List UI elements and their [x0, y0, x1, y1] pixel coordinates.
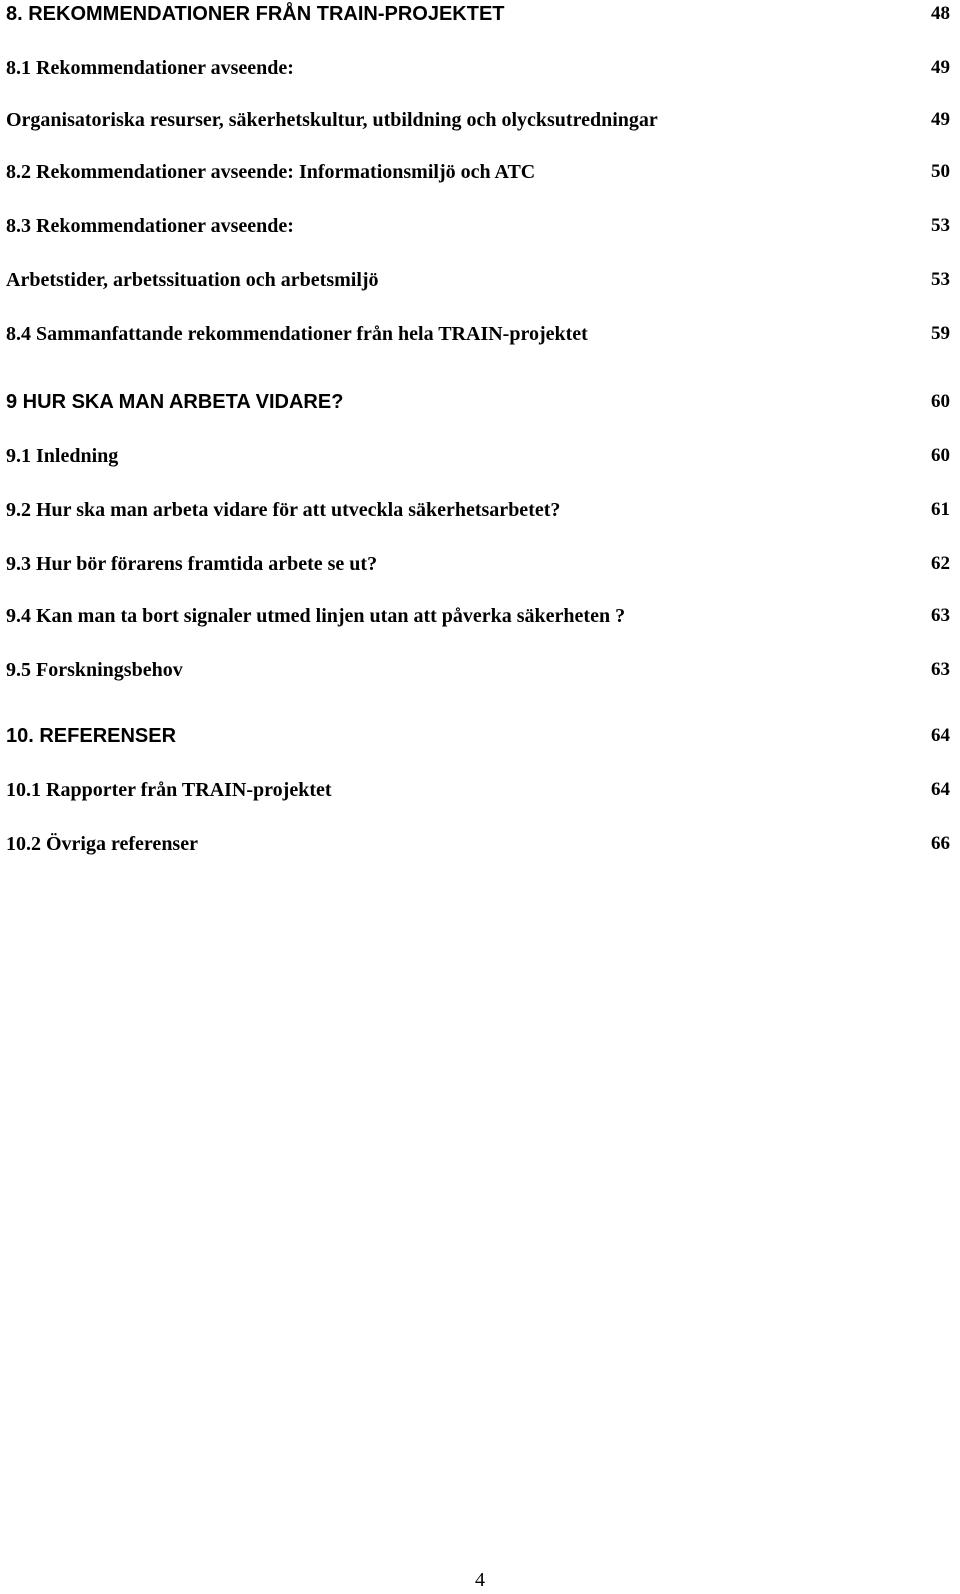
toc-entry-10-2[interactable]: [6, 830, 950, 858]
toc-entry-chapter-8[interactable]: [6, 0, 950, 28]
toc-entry-8-1-continued[interactable]: [6, 106, 950, 134]
toc-entry-page: 49: [931, 57, 950, 78]
toc-entry-page: 62: [931, 553, 950, 574]
toc-entry-title: 9.3 Hur bör förarens framtida arbete se ut?: [6, 553, 378, 575]
toc-entry-page: 49: [931, 109, 950, 130]
toc-entry-page: 64: [931, 725, 950, 746]
toc-entry-page: 60: [931, 445, 950, 466]
toc-entry-title: 10. REFERENSER: [6, 725, 177, 747]
toc-entry-title: 9.2 Hur ska man arbeta vidare för att utveckla säkerhetsarbetet?: [6, 499, 561, 521]
toc-entry-title: 10.2 Övriga referenser: [6, 833, 198, 855]
toc-entry-8-4[interactable]: [6, 320, 950, 348]
toc-entry-9-2[interactable]: [6, 496, 950, 524]
toc-entry-title: 9.5 Forskningsbehov: [6, 659, 183, 681]
toc-entry-8-3[interactable]: [6, 212, 950, 240]
toc-entry-page: 63: [931, 605, 950, 626]
toc-entry-10-1[interactable]: [6, 776, 950, 804]
toc-entry-title: 8.2 Rekommendationer avseende: Informationsmiljö och ATC: [6, 161, 536, 183]
toc-entry-chapter-10[interactable]: [6, 722, 950, 750]
toc-entry-title: 8. REKOMMENDATIONER FRÅN TRAIN-PROJEKTET: [6, 3, 505, 25]
toc-entry-page: 53: [931, 269, 950, 290]
toc-entry-8-2[interactable]: [6, 158, 950, 186]
toc-entry-page: 61: [931, 499, 950, 520]
toc-entry-title: Organisatoriska resurser, säkerhetskultur, utbildning och olycksutredningar: [6, 109, 658, 131]
page-number: 4: [475, 1569, 485, 1591]
toc-entry-title: 8.3 Rekommendationer avseende:: [6, 215, 294, 237]
toc-entry-9-5[interactable]: [6, 656, 950, 684]
toc-entry-page: 63: [931, 659, 950, 680]
toc-entry-page: 66: [931, 833, 950, 854]
toc-entry-title: 8.4 Sammanfattande rekommendationer från hela TRAIN-projektet: [6, 323, 588, 345]
toc-entry-page: 60: [931, 391, 950, 412]
toc-entry-chapter-9[interactable]: [6, 388, 950, 416]
toc-entry-page: 48: [931, 3, 950, 24]
toc-entry-page: 50: [931, 161, 950, 182]
toc-entry-page: 53: [931, 215, 950, 236]
toc-entry-9-1[interactable]: [6, 442, 950, 470]
toc-entry-9-3[interactable]: [6, 550, 950, 578]
toc-entry-page: 64: [931, 779, 950, 800]
toc-entry-title: 8.1 Rekommendationer avseende:: [6, 57, 294, 79]
toc-entry-title: 9.1 Inledning: [6, 445, 119, 467]
toc-entry-8-1[interactable]: [6, 54, 950, 82]
toc-entry-title: 9.4 Kan man ta bort signaler utmed linjen utan att påverka säkerheten ?: [6, 605, 626, 627]
toc-entry-page: 59: [931, 323, 950, 344]
toc-entry-title: 9 HUR SKA MAN ARBETA VIDARE?: [6, 391, 344, 413]
toc-entry-8-3-continued[interactable]: [6, 266, 950, 294]
toc-entry-9-4[interactable]: [6, 602, 950, 630]
toc-entry-title: 10.1 Rapporter från TRAIN-projektet: [6, 779, 332, 801]
toc-entry-title: Arbetstider, arbetssituation och arbetsmiljö: [6, 269, 379, 291]
